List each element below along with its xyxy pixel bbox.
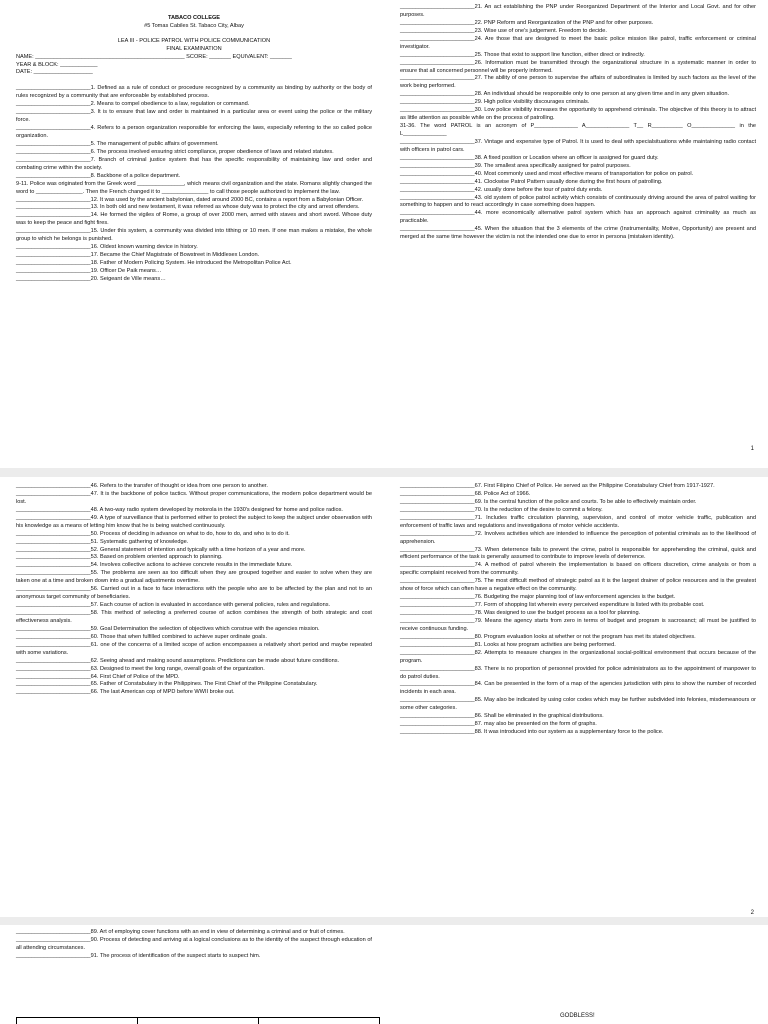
question-item: ________________________53. Based on problem oriented approach to planning.	[16, 554, 223, 561]
exam-page-2	[0, 477, 768, 917]
exam-header	[16, 14, 372, 54]
question-item: ________________________24. Are those that are designed to meet the basic police mission like patrol, traffic enforcement or criminal investigator.	[400, 35, 756, 50]
question-item: ________________________21. An act establishing the PNP under Reorganized Department of the Interior and Local Govt. and for other purposes.	[400, 4, 756, 18]
question-item: ________________________17. Became the Chief Magistrate of Bowstreet in Middlesex London.	[16, 252, 260, 259]
exam-page-1-bottom	[0, 368, 768, 468]
question-item: ________________________56. Carried out in a face to face interactions with the people who are to be affected by the plan and not to an anonymous target community of beneficiaries.	[16, 586, 372, 601]
question-item: ________________________1. Defined as a rule of conduct or procedure recognized by a community as binding by authority or the body of rules recognized by a community that are enforceable by established process.	[16, 85, 372, 100]
question-item: ________________________14. He formed the vigiles of Rome, a group of over 2000 men, armed with staves and short sword. Whose duty was to keep the peace and fight fires.	[16, 212, 372, 227]
question-item: ________________________37. Vintage and expensive type of Patrol. It is used to deal with specialsituations while maintaining radio contact with officers in patrol cars.	[400, 138, 756, 153]
question-item: ________________________71. Includes traffic circulation planning, supervision, and control of motor vehicle traffic, publication and enforcement of traffic laws and regulations and investigations of motor vehicle accidents.	[400, 514, 756, 529]
question-item: ________________________88. It was introduced into our system as a supplementary force to the police.	[400, 729, 664, 736]
question-item: ________________________8. Backbone of a police department.	[16, 172, 181, 179]
question-item: ________________________75. The most difficult method of strategic patrol as it is the largest drainer of police resources and is the greatest show of force which can often have a negative effect on the community.	[400, 578, 756, 593]
page3-left-column	[16, 929, 372, 961]
question-item: ________________________61. one of the concerns of a limited scope of action encompasses a relatively short period and maybe repeated with some variations.	[16, 641, 372, 656]
question-item: ________________________3. It is to ensure that law and order is maintained in a particular area or event using the police or the military force.	[16, 109, 372, 124]
question-item: ________________________23. Wise use of one's judgement. Freedom to decide.	[400, 27, 607, 34]
page1-right-column	[400, 4, 756, 242]
question-item: 31-36. The word PATROL is an acronym of P______________ A______________ T__ R__________ O______________ in the L______________	[400, 123, 756, 137]
question-item: ________________________40. Most commonly used and most effective means of transportation for police on patrol.	[400, 170, 694, 177]
question-item: ________________________48. A two-way radio system developed by motorola in the 1930's designed for home and police radios.	[16, 506, 343, 513]
question-item: ________________________63. Designed to meet the long range, overall goals of the organization.	[16, 665, 265, 672]
question-item: ________________________85. May also be indicated by using color codes which may be further subdivided into felonies, misdemeanours or some other categories.	[400, 697, 756, 712]
question-item: ________________________79. Means the agency starts from zero in terms of budget and program is sacrosanct; all must be justified to receive continuous funding.	[400, 617, 756, 632]
question-item: ________________________74. A method of patrol wherein the implementation is based on officers discretion, crime analysis or from a specific complaint received from the community.	[400, 562, 756, 577]
question-item: ________________________66. The last American cop of MPD before WWII broke out.	[16, 689, 235, 696]
exam-title: FINAL EXAMINATION	[166, 46, 222, 53]
page-number: 1	[750, 446, 754, 452]
question-item: ________________________27. The ability of one person to supervise the affairs of subordinates is limited by such factors as the level of the work being performed.	[400, 75, 756, 90]
page2-right-column	[400, 483, 756, 737]
name-field[interactable]: NAME: ________________________________________________	[16, 53, 185, 60]
score-field[interactable]: SCORE: _______	[186, 53, 231, 60]
question-item: ________________________65. Father of Constabulary in the Philippines. The First Chief of the Philippine Constabulary.	[16, 681, 318, 688]
question-item: ________________________51. Systematic gathering of knowledge.	[16, 538, 189, 545]
question-item: ________________________59. Goal Determination the selection of objectives which construe with the agencies mission.	[16, 625, 320, 632]
equivalent-field[interactable]: EQUIVALENT: _______	[232, 53, 292, 60]
question-item: ________________________89. Art of employing cover functions with an end in view of determining a criminal and or fruit of crimes.	[16, 929, 345, 935]
question-item: ________________________81. Looks at how program activities are being performed.	[400, 641, 616, 648]
question-item: ________________________43. old system of police patrol activity which consists of continuously driving around the area of patrol waiting for something to happen and to react accordingly in case something does happen.	[400, 194, 756, 209]
question-item: ________________________64. First Chief of Police of the MPD.	[16, 673, 180, 680]
question-item: ________________________87. may also be presented on the form of graphs.	[400, 721, 597, 728]
question-item: ________________________44. more economically alternative patrol system which has an approach against criminality as much as practicable.	[400, 210, 756, 225]
school-address: #5 Tomas Cabiles St. Tabaco City, Albay	[144, 23, 244, 30]
page2-left-column	[16, 483, 372, 697]
question-item: ________________________4. Refers to a person organization responsible for enforcing the laws, especially referring to the so called police organization.	[16, 125, 372, 139]
course-title: LEA III - POLICE PATROL WITH POLICE COMMUNICATION	[117, 37, 271, 44]
question-item: ________________________13. In both old and new testament, it was referred as whose duty was to protect the city and arrest offenders.	[16, 204, 360, 211]
question-item: ________________________58. This method of selecting a preferred course of action combines the strength of both strategic and cost effectiveness analysis.	[16, 610, 372, 624]
question-item: ________________________45. When the situation that the 3 elements of the crime (Instrumentality, Motive, Opportunity) are present and merged at the same time however the victim is not the intended one due to error in persona (mistaken identity).	[400, 226, 756, 241]
question-item: ________________________78. Was designed to use the budget process as a tool for planning.	[400, 610, 641, 616]
question-item: ________________________77. Form of shopping list wherein every perceived expenditure is listed with its probable cost.	[400, 602, 705, 609]
question-item: ________________________38. A fixed position or Location where an officer is assigned for guard duty.	[400, 154, 659, 161]
exam-page-1	[0, 0, 768, 368]
question-item: ________________________86. Shall be eliminated in the graphical distributions.	[400, 713, 604, 720]
question-item: ________________________18. Father of Modern Policing System. He introduced the Metropolitan Police Act.	[16, 260, 292, 266]
question-list	[16, 85, 372, 283]
question-item: ________________________30. Low police visibility increases the opportunity to apprehend criminals. The objective of this theory is to attract as little attention as possible while on the process of patrolling.	[400, 107, 756, 122]
question-item: ________________________41. Clockwise Patrol Pattern usually done during the first hours of patrolling.	[400, 178, 663, 185]
question-item: ________________________68. Police Act of 1966.	[400, 490, 531, 497]
question-item: ________________________20. Seigeant de Ville means…	[16, 275, 166, 282]
question-item: ________________________60. Those that when fulfilled combined to achieve super ordinate goals.	[16, 633, 267, 640]
question-item: ________________________50. Process of deciding in advance on what to do, how to do, and who is to do it.	[16, 530, 290, 537]
question-item: ________________________76. Budgeting the major planning tool of law enforcement agencies is the budget.	[400, 594, 676, 601]
exam-page-3	[0, 925, 768, 1024]
year-block-field[interactable]: YEAR & BLOCK: ____________	[16, 61, 98, 68]
question-item: 9-11. Police was originated from the Greek word _______________, which means civil organization and the state. Romans slightly changed the word to _______________. Then the French changed it to _______________ to call those people authorized to implement the law.	[16, 180, 372, 195]
question-item: ________________________12. It was used by the ancient babylonian, dated around 2000 BC, contains a report from a Babylonian Officer.	[16, 196, 364, 203]
name-score-row	[16, 54, 372, 62]
question-item: ________________________2. Means to compel obedience to a law, regulation or command.	[16, 101, 250, 108]
question-item: ________________________5. The management of public affairs of government.	[16, 140, 219, 147]
question-item: ________________________62. Seeing ahead and making sound assumptions. Predictions can be made about future conditions.	[16, 657, 340, 664]
question-item: ________________________67. First Filipino Chief of Police. He served as the Philippine Constabulary Chief from 1917-1927.	[400, 483, 715, 489]
question-item: ________________________83. There is no proportion of personnel provided for police administrators as to the appointment of manpower to do patrol duties.	[400, 665, 756, 680]
question-item: ________________________7. Branch of criminal justice system that has the specific responsibility of maintaining law and order and combating crime within the society.	[16, 156, 372, 171]
question-item: ________________________22. PNP Reform and Reorganization of the PNP and for other purposes.	[400, 19, 654, 26]
question-item: ________________________25. Those that exist to support line function, either direct or indirectly.	[400, 51, 645, 58]
question-item: ________________________16. Oldest known warning device in history.	[16, 244, 198, 251]
question-item: ________________________57. Each course of action is evaluated in accordance with general policies, rules and regulations.	[16, 602, 331, 609]
page-number: 2	[750, 910, 754, 916]
question-item: ________________________49. A type of surveillance that is performed either to protect the subject to keep the subject under observation with his knowledge as a means of letting him know that he is being watched continuously.	[16, 514, 372, 529]
question-item: ________________________80. Program evaluation looks at whether or not the program has met its stated objectives.	[400, 633, 696, 640]
question-item: ________________________19. Officer De Paik means…	[16, 267, 162, 274]
question-item: ________________________54. Involves collective actions to achieve concrete results in the immediate future.	[16, 562, 293, 569]
question-item: ________________________28. An individual should be responsible only to one person at any given time and in any given situation.	[400, 91, 730, 98]
question-item: ________________________26. Information must be transmitted through the organizational structure in a systematic manner in order to ensure that all concerned personnel will be properly informed.	[400, 59, 756, 74]
closing-message: GODBLESS!	[560, 1013, 595, 1019]
question-item: ________________________39. The smallest area specifically assigned for patrol purposes.	[400, 162, 631, 169]
question-item: ________________________52. General statement of intention and typically with a time horizon of a year and more.	[16, 546, 306, 553]
question-item: ________________________42. usually done before the tour of patrol duty ends.	[400, 186, 603, 193]
question-item: ________________________15. Under this system, a community was divided into tithing or 10 men. If one man makes a mistake, the whole group to which he belongs is punished.	[16, 228, 372, 243]
question-item: ________________________90. Process of detecting and arriving at a logical conclusions as to the identity of the suspect through education of all attending circumstances.	[16, 936, 372, 951]
question-item: ________________________91. The process of identification of the suspect starts to suspect him.	[16, 952, 261, 959]
question-item: ________________________73. When deterrence fails to prevent the crime, patrol is responsible for apprehending the criminal, quick and efficient performance of the task is generally assumed to contribute to improve levels of deterrence.	[400, 546, 756, 561]
question-item: ________________________29. High police visibility discourages criminals.	[400, 99, 590, 106]
page1-left-column	[16, 14, 372, 284]
school-name: TABACO COLLEGE	[167, 15, 221, 21]
question-item: ________________________84. Can be presented in the form of a map of the agencies jurisdiction with pins to show the number of recorded incidents in each area.	[400, 681, 756, 696]
question-item: ________________________72. Involves activities which are intended to influence the perception of potential criminals as to the likelihood of apprehension.	[400, 530, 756, 545]
question-item: ________________________69. Is the central function of the police and courts. To be able to effectively maintain order.	[400, 498, 697, 505]
question-item: ________________________46. Refers to the transfer of thought or idea from one person to another.	[16, 483, 268, 489]
question-item: ________________________82. Attempts to measure changes in the organizational social-political environment that occurs because of the program.	[400, 649, 756, 664]
date-field[interactable]: DATE: ___________________	[16, 69, 93, 76]
question-item: ________________________55. The problems are seen as too difficult when they are grouped together and easier to solve when they are taken one at a time and broken down into a gradual adjustments overtime.	[16, 570, 372, 585]
question-item: ________________________70. Is the reduction of the desire to commit a felony.	[400, 506, 603, 513]
question-item: ________________________47. It is the backbone of police tactics. Without proper communications, the modern police department would be lost.	[16, 490, 372, 505]
question-item: ________________________6. The process involved ensuring strict compliance, proper obedience of laws and related statutes.	[16, 148, 334, 155]
answer-table-edge	[16, 1017, 380, 1024]
